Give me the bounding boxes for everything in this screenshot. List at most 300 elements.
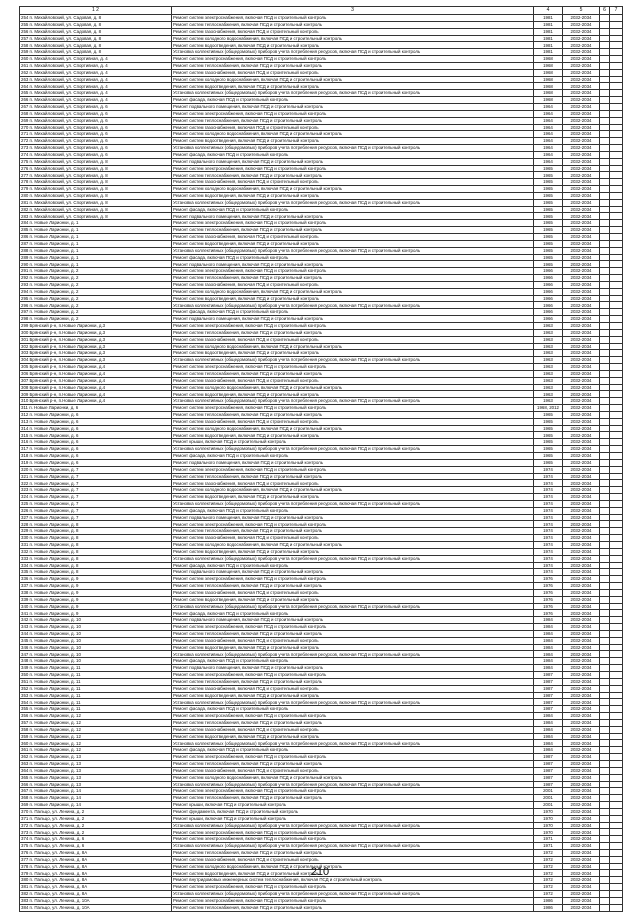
address-cell: 263 п. Михайловский, ул. Спортивная, д. 4 (20, 76, 172, 83)
table-row (20, 21, 623, 28)
table-row (20, 316, 623, 323)
address-cell: 265 п. Михайловский, ул. Спортивная, д. 4 (20, 90, 172, 97)
year-built-cell: 1963 (534, 377, 563, 384)
year-built-cell: 1976 (534, 596, 563, 603)
work-type-cell: Установка коллективных (общедомовых) приборов учета потребления ресурсов, включая ПСД и строительный контроль (172, 555, 534, 562)
address-cell: 339 п. Новые Ларионки, д. 9 (20, 596, 172, 603)
year-built-cell: 1984 (534, 651, 563, 658)
empty-cell (610, 822, 623, 829)
empty-cell (600, 754, 610, 761)
year-built-cell: 1965 (534, 418, 563, 425)
empty-cell (600, 685, 610, 692)
period-cell: 2032-2034 (563, 247, 600, 254)
empty-cell (610, 713, 623, 720)
period-cell: 2032-2034 (563, 15, 600, 22)
year-built-cell: 1974 (534, 507, 563, 514)
year-built-cell: 1964 (534, 158, 563, 165)
empty-cell (610, 234, 623, 241)
period-cell: 2032-2034 (563, 220, 600, 227)
table-row (20, 849, 623, 856)
empty-cell (600, 480, 610, 487)
period-cell: 2032-2034 (563, 124, 600, 131)
empty-cell (600, 350, 610, 357)
empty-cell (610, 28, 623, 35)
address-cell: 270 п. Михайловский, ул. Спортивная, д. 6 (20, 124, 172, 131)
work-type-cell: Ремонт систем водоотведения, включая ПСД и строительный контроль (172, 692, 534, 699)
work-type-cell: Ремонт фасада, включая ПСД и строительный контроль (172, 97, 534, 104)
work-type-cell: Ремонт систем теплоснабжения, включая ПСД и строительный контроль (172, 583, 534, 590)
work-type-cell: Ремонт систем холодного водоснабжения, включая ПСД и строительный контроль (172, 487, 534, 494)
empty-cell (610, 343, 623, 350)
year-built-cell: 1968 (534, 62, 563, 69)
work-type-cell: Ремонт систем водоотведения, включая ПСД и строительный контроль (172, 548, 534, 555)
empty-cell (600, 411, 610, 418)
work-type-cell: Ремонт систем холодного водоснабжения, включая ПСД и строительный контроль (172, 774, 534, 781)
address-cell: 359 п. Новые Ларионки, д. 12 (20, 733, 172, 740)
period-cell: 2032-2034 (563, 719, 600, 726)
table-row (20, 617, 623, 624)
year-built-cell: 1987 (534, 774, 563, 781)
year-built-cell: 1974 (534, 487, 563, 494)
table-row (20, 856, 623, 863)
period-cell: 2032-2034 (563, 856, 600, 863)
empty-cell (600, 466, 610, 473)
empty-cell (600, 904, 610, 911)
year-built-cell: 1963 (534, 370, 563, 377)
empty-cell (610, 97, 623, 104)
period-cell: 2032-2034 (563, 603, 600, 610)
work-type-cell: Ремонт систем электроснабжения, включая ПСД и строительный контроль (172, 754, 534, 761)
period-cell: 2032-2034 (563, 685, 600, 692)
year-built-cell: 1964 (534, 117, 563, 124)
address-cell: 352 п. Новые Ларионки, д. 11 (20, 685, 172, 692)
empty-cell (610, 186, 623, 193)
address-cell: 365 п. Новые Ларионки, д. 13 (20, 774, 172, 781)
work-type-cell: Ремонт систем электроснабжения, включая ПСД и строительный контроль (172, 576, 534, 583)
address-cell: 287 п. Новые Ларионки, д. 1 (20, 240, 172, 247)
year-built-cell: 1972 (534, 891, 563, 898)
empty-cell (600, 117, 610, 124)
period-cell: 2032-2034 (563, 569, 600, 576)
table-row (20, 719, 623, 726)
work-type-cell: Ремонт фасада, включая ПСД и строительный контроль (172, 507, 534, 514)
empty-cell (600, 808, 610, 815)
address-cell: 344 п. Новые Ларионки, д. 10 (20, 630, 172, 637)
year-built-cell: 1970 (534, 815, 563, 822)
period-cell: 2032-2034 (563, 261, 600, 268)
year-built-cell: 1984 (534, 637, 563, 644)
address-cell: 320 п. Новые Ларионки, д. 7 (20, 466, 172, 473)
table-row (20, 500, 623, 507)
work-type-cell: Ремонт систем газоснабжения, включая ПСД и строительный контроль (172, 179, 534, 186)
header-cell: 6 (600, 7, 610, 15)
address-cell: 261 п. Михайловский, ул. Спортивная, д. 4 (20, 62, 172, 69)
year-built-cell: 1987 (534, 760, 563, 767)
work-type-cell: Ремонт систем газоснабжения, включая ПСД и строительный контроль (172, 685, 534, 692)
table-row (20, 706, 623, 713)
work-type-cell: Ремонт систем газоснабжения, включая ПСД и строительный контроль (172, 856, 534, 863)
empty-cell (600, 213, 610, 220)
empty-cell (610, 42, 623, 49)
period-cell: 2032-2034 (563, 822, 600, 829)
empty-cell (610, 808, 623, 815)
empty-cell (610, 849, 623, 856)
table-row (20, 747, 623, 754)
empty-cell (610, 726, 623, 733)
address-cell: 298 п. Новые Ларионки, д. 2 (20, 316, 172, 323)
table-row (20, 227, 623, 234)
work-type-cell: Ремонт систем теплоснабжения, включая ПСД и строительный контроль (172, 719, 534, 726)
empty-cell (610, 357, 623, 364)
period-cell: 2032-2034 (563, 309, 600, 316)
address-cell: 376 п. Пальцо, ул. Ленина, д. 8А (20, 849, 172, 856)
work-type-cell: Ремонт систем теплоснабжения, включая ПСД и строительный контроль (172, 849, 534, 856)
empty-cell (600, 405, 610, 412)
empty-cell (610, 261, 623, 268)
empty-cell (610, 446, 623, 453)
year-built-cell: 1974 (534, 562, 563, 569)
empty-cell (610, 453, 623, 460)
address-cell: 333 п. Новые Ларионки, д. 8 (20, 555, 172, 562)
empty-cell (600, 418, 610, 425)
table-row (20, 329, 623, 336)
address-cell: 259 п. Михайловский, ул. Садовая, д. 8 (20, 49, 172, 56)
year-built-cell: 1965 (534, 199, 563, 206)
period-cell: 2032-2034 (563, 268, 600, 275)
work-type-cell: Ремонт систем теплоснабжения, включая ПСД и строительный контроль (172, 370, 534, 377)
empty-cell (600, 357, 610, 364)
table-row (20, 767, 623, 774)
period-cell: 2032-2034 (563, 151, 600, 158)
work-type-cell: Ремонт систем теплоснабжения, включая ПСД и строительный контроль (172, 678, 534, 685)
address-cell: 372 п. Пальцо, ул. Ленина, д. 2 (20, 822, 172, 829)
empty-cell (610, 521, 623, 528)
address-cell: 337 п. Новые Ларионки, д. 9 (20, 583, 172, 590)
work-type-cell: Ремонт фасада, включая ПСД и строительный контроль (172, 453, 534, 460)
year-built-cell: 1974 (534, 548, 563, 555)
table-row (20, 459, 623, 466)
table-row (20, 145, 623, 152)
empty-cell (610, 507, 623, 514)
empty-cell (600, 603, 610, 610)
year-built-cell: 1968 (534, 97, 563, 104)
address-cell: 306 Брянский р-н, п.Новые Ларионки, д.4 (20, 370, 172, 377)
empty-cell (600, 637, 610, 644)
period-cell: 2032-2034 (563, 699, 600, 706)
period-cell: 2032-2034 (563, 322, 600, 329)
empty-cell (600, 453, 610, 460)
address-cell: 296 п. Новые Ларионки, д. 2 (20, 302, 172, 309)
year-built-cell: 1965 (534, 240, 563, 247)
empty-cell (600, 343, 610, 350)
empty-cell (610, 548, 623, 555)
empty-cell (610, 843, 623, 850)
table-row (20, 336, 623, 343)
period-cell: 2032-2034 (563, 364, 600, 371)
work-type-cell: Ремонт систем электроснабжения, включая ПСД и строительный контроль (172, 165, 534, 172)
empty-cell (610, 706, 623, 713)
year-built-cell: 1965 (534, 446, 563, 453)
empty-cell (610, 500, 623, 507)
work-type-cell: Ремонт систем электроснабжения, включая ПСД и строительный контроль (172, 672, 534, 679)
table-row (20, 603, 623, 610)
table-row (20, 788, 623, 795)
table-row (20, 562, 623, 569)
empty-cell (600, 49, 610, 56)
table-row (20, 138, 623, 145)
year-built-cell: 1970 (534, 808, 563, 815)
empty-cell (600, 788, 610, 795)
empty-cell (600, 500, 610, 507)
table-row (20, 425, 623, 432)
address-cell: 262 п. Михайловский, ул. Спортивная, д. 4 (20, 69, 172, 76)
table-body (20, 15, 623, 912)
empty-cell (600, 124, 610, 131)
period-cell: 2032-2034 (563, 863, 600, 870)
empty-cell (600, 336, 610, 343)
empty-cell (610, 665, 623, 672)
year-built-cell: 1964 (534, 151, 563, 158)
period-cell: 2032-2034 (563, 439, 600, 446)
empty-cell (610, 473, 623, 480)
address-cell: 276 п. Михайловский, ул. Спортивная, д. 8 (20, 165, 172, 172)
empty-cell (610, 199, 623, 206)
period-cell: 2032-2034 (563, 487, 600, 494)
empty-cell (600, 329, 610, 336)
address-cell: 277 п. Михайловский, ул. Спортивная, д. 8 (20, 172, 172, 179)
empty-cell (600, 849, 610, 856)
period-cell: 2032-2034 (563, 350, 600, 357)
table-row (20, 56, 623, 63)
work-type-cell: Ремонт систем водоотведения, включая ПСД и строительный контроль (172, 733, 534, 740)
period-cell: 2032-2034 (563, 76, 600, 83)
period-cell: 2032-2034 (563, 49, 600, 56)
empty-cell (600, 583, 610, 590)
work-type-cell: Ремонт фасада, включая ПСД и строительный контроль (172, 309, 534, 316)
empty-cell (600, 261, 610, 268)
period-cell: 2032-2034 (563, 343, 600, 350)
empty-cell (600, 42, 610, 49)
table-row (20, 808, 623, 815)
period-cell: 2032-2034 (563, 630, 600, 637)
table-row (20, 213, 623, 220)
header-cell: 5 (563, 7, 600, 15)
work-type-cell: Ремонт систем холодного водоснабжения, включая ПСД и строительный контроль (172, 425, 534, 432)
table-row (20, 357, 623, 364)
table-row (20, 658, 623, 665)
period-cell: 2032-2034 (563, 425, 600, 432)
period-cell: 2032-2034 (563, 466, 600, 473)
empty-cell (600, 733, 610, 740)
address-cell: 367 п. Новые Ларионки, д. 14 (20, 788, 172, 795)
empty-cell (610, 439, 623, 446)
empty-cell (600, 562, 610, 569)
work-type-cell: Ремонт фасада, включая ПСД и строительный контроль (172, 706, 534, 713)
period-cell: 2032-2034 (563, 808, 600, 815)
table-row (20, 589, 623, 596)
period-cell: 2032-2034 (563, 760, 600, 767)
address-cell: 303 Брянский р-н, п.Новые Ларионки, д.3 (20, 350, 172, 357)
address-cell: 305 Брянский р-н, п.Новые Ларионки, д.4 (20, 364, 172, 371)
period-cell: 2032-2034 (563, 576, 600, 583)
period-cell: 2032-2034 (563, 131, 600, 138)
year-built-cell: 1984 (534, 726, 563, 733)
year-built-cell: 1968 (534, 69, 563, 76)
address-cell: 378 п. Пальцо, ул. Ленина, д. 8А (20, 863, 172, 870)
address-cell: 273 п. Михайловский, ул. Спортивная, д. 6 (20, 145, 172, 152)
empty-cell (600, 240, 610, 247)
year-built-cell: 1965 (534, 186, 563, 193)
period-cell: 2032-2034 (563, 897, 600, 904)
period-cell: 2032-2034 (563, 446, 600, 453)
work-type-cell: Ремонт систем водоотведения, включая ПСД и строительный контроль (172, 192, 534, 199)
work-type-cell: Ремонт систем электроснабжения, включая ПСД и строительный контроль (172, 884, 534, 891)
period-cell: 2032-2034 (563, 192, 600, 199)
table-row (20, 350, 623, 357)
period-cell: 2032-2034 (563, 199, 600, 206)
table-row (20, 35, 623, 42)
table-row (20, 15, 623, 22)
address-cell: 294 п. Новые Ларионки, д. 2 (20, 288, 172, 295)
empty-cell (610, 699, 623, 706)
address-cell: 312 п. Новые Ларионки, д. 6 (20, 411, 172, 418)
empty-cell (610, 309, 623, 316)
table-row (20, 247, 623, 254)
period-cell: 2032-2034 (563, 103, 600, 110)
table-row (20, 199, 623, 206)
period-cell: 2032-2034 (563, 507, 600, 514)
empty-cell (610, 213, 623, 220)
table-row (20, 288, 623, 295)
table-row (20, 117, 623, 124)
work-type-cell: Ремонт систем газоснабжения, включая ПСД и строительный контроль (172, 336, 534, 343)
year-built-cell: 1974 (534, 480, 563, 487)
capital-repair-table (19, 6, 623, 912)
work-type-cell: Ремонт систем холодного водоснабжения, включая ПСД и строительный контроль (172, 863, 534, 870)
work-type-cell: Ремонт внутридомовых инженерных систем теплоснабжения, включая ПСД и строительный контроль (172, 877, 534, 884)
empty-cell (600, 138, 610, 145)
period-cell: 2032-2034 (563, 158, 600, 165)
year-built-cell: 1972 (534, 884, 563, 891)
empty-cell (600, 781, 610, 788)
address-cell: 315 п. Новые Ларионки, д. 6 (20, 432, 172, 439)
address-cell: 279 п. Михайловский, ул. Спортивная, д. 8 (20, 186, 172, 193)
empty-cell (600, 151, 610, 158)
period-cell: 2032-2034 (563, 774, 600, 781)
empty-cell (600, 432, 610, 439)
table-row (20, 733, 623, 740)
work-type-cell: Установка коллективных (общедомовых) приборов учета потребления ресурсов, включая ПСД и строительный контроль (172, 781, 534, 788)
empty-cell (610, 165, 623, 172)
address-cell: 283 п. Михайловский, ул. Спортивная, д. 8 (20, 213, 172, 220)
empty-cell (600, 145, 610, 152)
year-built-cell: 1984 (534, 617, 563, 624)
year-built-cell: 1968 (534, 76, 563, 83)
period-cell: 2032-2034 (563, 713, 600, 720)
table-row (20, 583, 623, 590)
period-cell: 2032-2034 (563, 459, 600, 466)
address-cell: 257 п. Михайловский, ул. Садовая, д. 8 (20, 35, 172, 42)
work-type-cell: Ремонт систем электроснабжения, включая ПСД и строительный контроль (172, 56, 534, 63)
table-row (20, 261, 623, 268)
address-cell: 290 п. Новые Ларионки, д. 1 (20, 261, 172, 268)
year-built-cell: 1963 (534, 343, 563, 350)
empty-cell (610, 192, 623, 199)
year-built-cell: 1963 (534, 322, 563, 329)
address-cell: 321 п. Новые Ларионки, д. 7 (20, 473, 172, 480)
period-cell: 2032-2034 (563, 637, 600, 644)
address-cell: 256 п. Михайловский, ул. Садовая, д. 8 (20, 28, 172, 35)
empty-cell (600, 391, 610, 398)
work-type-cell: Ремонт крыши, включая ПСД и строительный контроль (172, 802, 534, 809)
empty-cell (600, 473, 610, 480)
address-cell: 342 п. Новые Ларионки, д. 10 (20, 617, 172, 624)
empty-cell (600, 206, 610, 213)
empty-cell (600, 651, 610, 658)
empty-cell (610, 227, 623, 234)
empty-cell (600, 199, 610, 206)
table-row (20, 822, 623, 829)
work-type-cell: Ремонт систем холодного водоснабжения, включая ПСД и строительный контроль (172, 131, 534, 138)
table-row (20, 829, 623, 836)
year-built-cell: 1963 (534, 391, 563, 398)
address-cell: 314 п. Новые Ларионки, д. 6 (20, 425, 172, 432)
period-cell: 2032-2034 (563, 733, 600, 740)
work-type-cell: Установка коллективных (общедомовых) приборов учета потребления ресурсов, включая ПСД и строительный контроль (172, 740, 534, 747)
address-cell: 328 п. Новые Ларионки, д. 8 (20, 521, 172, 528)
empty-cell (610, 651, 623, 658)
table-row (20, 473, 623, 480)
period-cell: 2032-2034 (563, 849, 600, 856)
empty-cell (610, 35, 623, 42)
work-type-cell: Ремонт систем электроснабжения, включая ПСД и строительный контроль (172, 521, 534, 528)
empty-cell (600, 494, 610, 501)
empty-cell (610, 589, 623, 596)
work-type-cell: Ремонт подвального помещения, включая ПСД и строительный контроль (172, 261, 534, 268)
address-cell: 292 п. Новые Ларионки, д. 2 (20, 275, 172, 282)
empty-cell (610, 391, 623, 398)
empty-cell (600, 665, 610, 672)
address-cell: 326 п. Новые Ларионки, д. 7 (20, 507, 172, 514)
address-cell: 382 п. Пальцо, ул. Ленина, д. 8А (20, 891, 172, 898)
period-cell: 2032-2034 (563, 391, 600, 398)
empty-cell (600, 186, 610, 193)
year-built-cell: 1976 (534, 610, 563, 617)
year-built-cell: 1984 (534, 630, 563, 637)
empty-cell (600, 802, 610, 809)
work-type-cell: Ремонт систем теплоснабжения, включая ПСД и строительный контроль (172, 227, 534, 234)
address-cell: 329 п. Новые Ларионки, д. 8 (20, 528, 172, 535)
period-cell: 2032-2034 (563, 172, 600, 179)
year-built-cell: 1974 (534, 521, 563, 528)
table-row (20, 377, 623, 384)
table-row (20, 672, 623, 679)
work-type-cell: Ремонт систем электроснабжения, включая ПСД и строительный контроль (172, 15, 534, 22)
empty-cell (600, 822, 610, 829)
address-cell: 281 п. Михайловский, ул. Спортивная, д. 8 (20, 199, 172, 206)
table-row (20, 165, 623, 172)
address-cell: 331 п. Новые Ларионки, д. 8 (20, 541, 172, 548)
year-built-cell: 1964 (534, 110, 563, 117)
work-type-cell: Ремонт крыши, включая ПСД и строительный контроль (172, 815, 534, 822)
year-built-cell: 1965 (534, 453, 563, 460)
header-cell: 4 (534, 7, 563, 15)
table-row (20, 103, 623, 110)
period-cell: 2032-2034 (563, 829, 600, 836)
address-cell: 307 Брянский р-н, п.Новые Ларионки, д.4 (20, 377, 172, 384)
period-cell: 2032-2034 (563, 589, 600, 596)
table-row (20, 398, 623, 405)
